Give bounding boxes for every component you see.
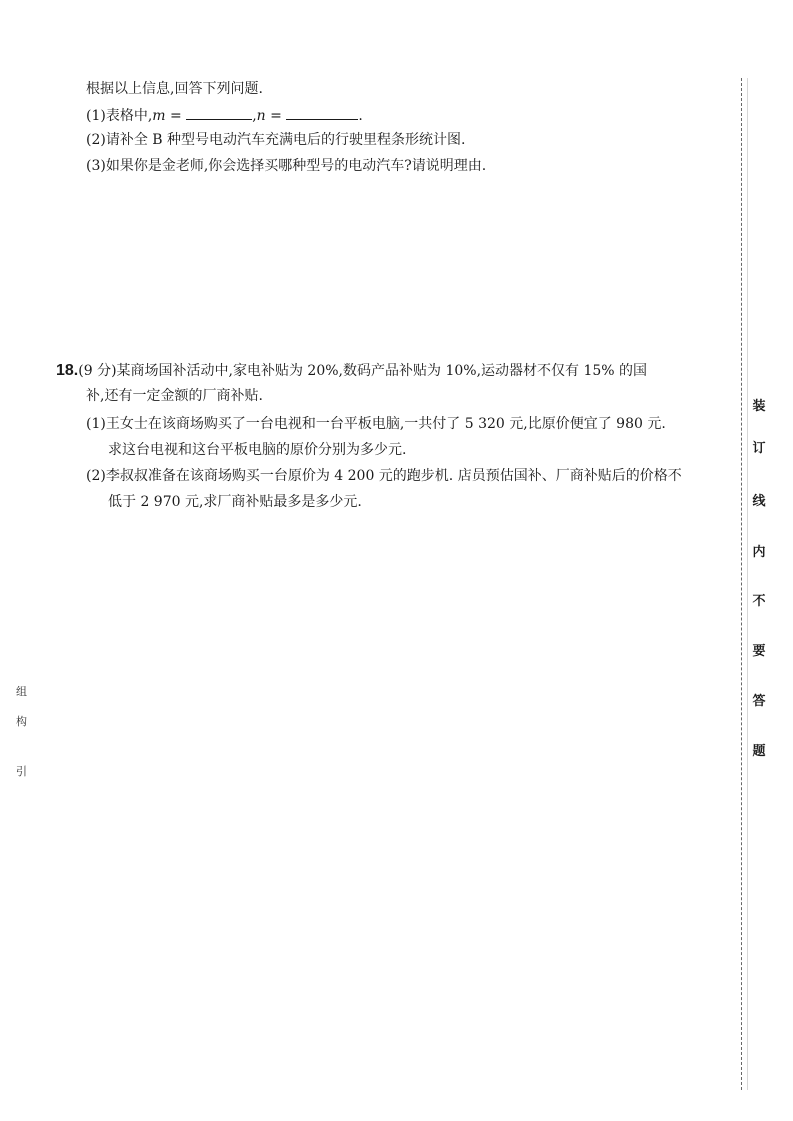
binding-solid-line xyxy=(747,78,748,1090)
n-variable: n xyxy=(256,108,266,124)
left-edge-mark: 组 xyxy=(16,685,27,698)
intro-text: 根据以上信息,回答下列问题. xyxy=(86,81,263,97)
binding-char: 要 xyxy=(752,644,766,659)
m-variable: m xyxy=(152,108,166,124)
q17-part1 xyxy=(86,105,363,125)
binding-char: 线 xyxy=(752,494,766,509)
binding-char: 题 xyxy=(752,744,766,759)
q18-line1 xyxy=(56,362,647,380)
q18-text-line1: (9 分)某商场国补活动中,家电补贴为 20%,数码产品补贴为 10%,运动器材不仅有 15% 的国 xyxy=(78,363,648,379)
left-edge-mark: 构 xyxy=(16,715,27,728)
end-period: . xyxy=(358,108,363,124)
binding-char: 内 xyxy=(752,545,766,560)
equals-sign: = xyxy=(265,108,287,124)
q17-part2: (2)请补全 B 种型号电动汽车充满电后的行驶里程条形统计图. xyxy=(86,132,466,148)
binding-dashed-line xyxy=(741,78,742,1090)
q17-part1-prefix: (1)表格中, xyxy=(86,108,153,124)
q17-part3: (3)如果你是金老师,你会选择买哪种型号的电动汽车?请说明理由. xyxy=(86,158,487,174)
binding-char: 订 xyxy=(752,441,766,456)
q18-part2-line2: 低于 2 970 元,求厂商补贴最多是多少元. xyxy=(108,494,362,510)
m-answer-blank[interactable] xyxy=(186,105,252,120)
equals-sign: = xyxy=(165,108,187,124)
q18-part2-line1: (2)李叔叔准备在该商场购买一台原价为 4 200 元的跑步机. 店员预估国补、厂商补贴后的价格不 xyxy=(86,468,682,484)
q18-number: 18. xyxy=(56,362,79,379)
q18-part1-line2: 求这台电视和这台平板电脑的原价分别为多少元. xyxy=(108,442,407,458)
separator: , xyxy=(252,108,257,124)
n-answer-blank[interactable] xyxy=(286,105,358,120)
binding-char: 装 xyxy=(752,399,766,414)
left-edge-mark: 引 xyxy=(16,765,27,778)
q18-part1-line1: (1)王女士在该商场购买了一台电视和一台平板电脑,一共付了 5 320 元,比原价便宜了 980 元. xyxy=(86,416,666,432)
q18-text-line2: 补,还有一定金额的厂商补贴. xyxy=(86,388,263,404)
binding-char: 答 xyxy=(752,694,766,709)
binding-char: 不 xyxy=(752,594,766,609)
